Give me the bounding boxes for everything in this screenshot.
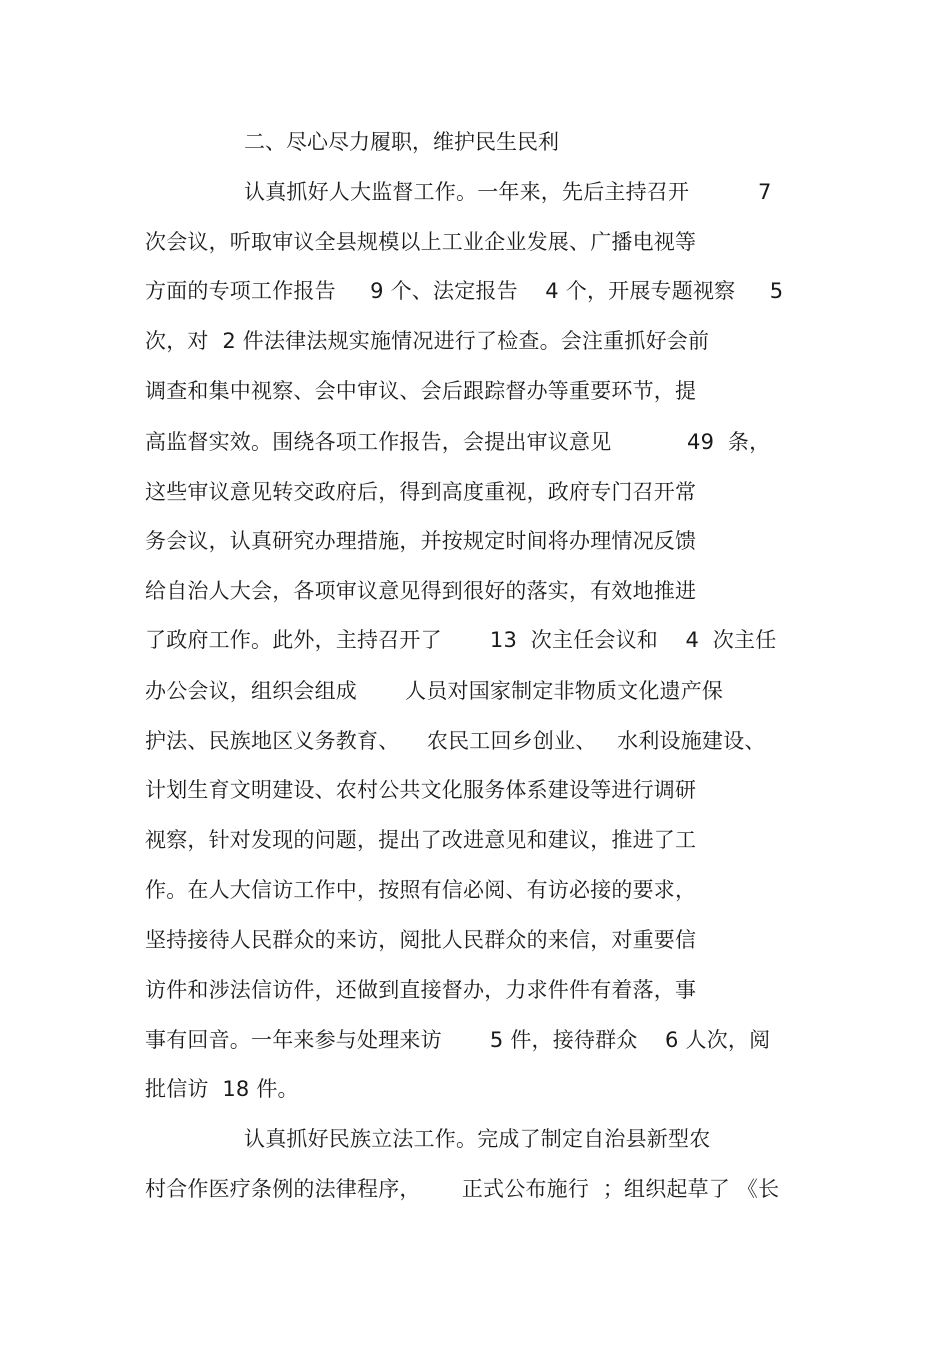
paragraph-line: 作。在人大信访工作中，按照有信必阅、有访必接的要求， <box>145 878 697 902</box>
paragraph-line: 村合作医疗条例的法律程序， 正式公布施行 ；组织起草了 《长 <box>145 1177 780 1201</box>
paragraph-line: 办公会议，组织会组成 人员对国家制定非物质文化遗产保 <box>145 679 724 703</box>
paragraph-line: 给自治人大会，各项审议意见得到很好的落实，有效地推进 <box>145 579 697 603</box>
paragraph-line: 护法、民族地区义务教育、 农民工回乡创业、 水利设施建设、 <box>145 729 766 753</box>
section-heading: 二、尽心尽力履职，维护民生民利 <box>244 130 559 154</box>
paragraph-line: 坚持接待人民群众的来访，阅批人民群众的来信，对重要信 <box>145 928 697 952</box>
paragraph-line: 高监督实效。围绕各项工作报告，会提出审议意见 49 条， <box>145 430 771 454</box>
paragraph-line: 计划生育文明建设、农村公共文化服务体系建设等进行调研 <box>145 778 697 802</box>
paragraph-line: 认真抓好民族立法工作。完成了制定自治县新型农 <box>244 1127 711 1151</box>
paragraph-line: 视察，针对发现的问题，提出了改进意见和建议，推进了工 <box>145 828 697 852</box>
paragraph-line: 务会议，认真研究办理措施，并按规定时间将办理情况反馈 <box>145 529 697 553</box>
paragraph-line: 事有回音。一年来参与处理来访 5 件，接待群众 6 人次，阅 <box>145 1028 771 1052</box>
paragraph-line: 访件和涉法信访件，还做到直接督办，力求件件有着落，事 <box>145 978 697 1002</box>
paragraph-line: 批信访 18 件。 <box>145 1077 299 1101</box>
paragraph-line: 认真抓好人大监督工作。一年来，先后主持召开 7 <box>244 180 772 204</box>
paragraph-line: 次会议，听取审议全县规模以上工业企业发展、广播电视等 <box>145 230 697 254</box>
paragraph-line: 次，对 2 件法律法规实施情况进行了检查。会注重抓好会前 <box>145 329 710 353</box>
paragraph-line: 调查和集中视察、会中审议、会后跟踪督办等重要环节，提 <box>145 379 697 403</box>
paragraph-line: 这些审议意见转交政府后，得到高度重视，政府专门召开常 <box>145 480 697 504</box>
paragraph-line: 了政府工作。此外，主持召开了 13 次主任会议和 4 次主任 <box>145 628 777 652</box>
paragraph-line: 方面的专项工作报告 9 个、法定报告 4 个，开展专题视察 5 <box>145 279 784 303</box>
